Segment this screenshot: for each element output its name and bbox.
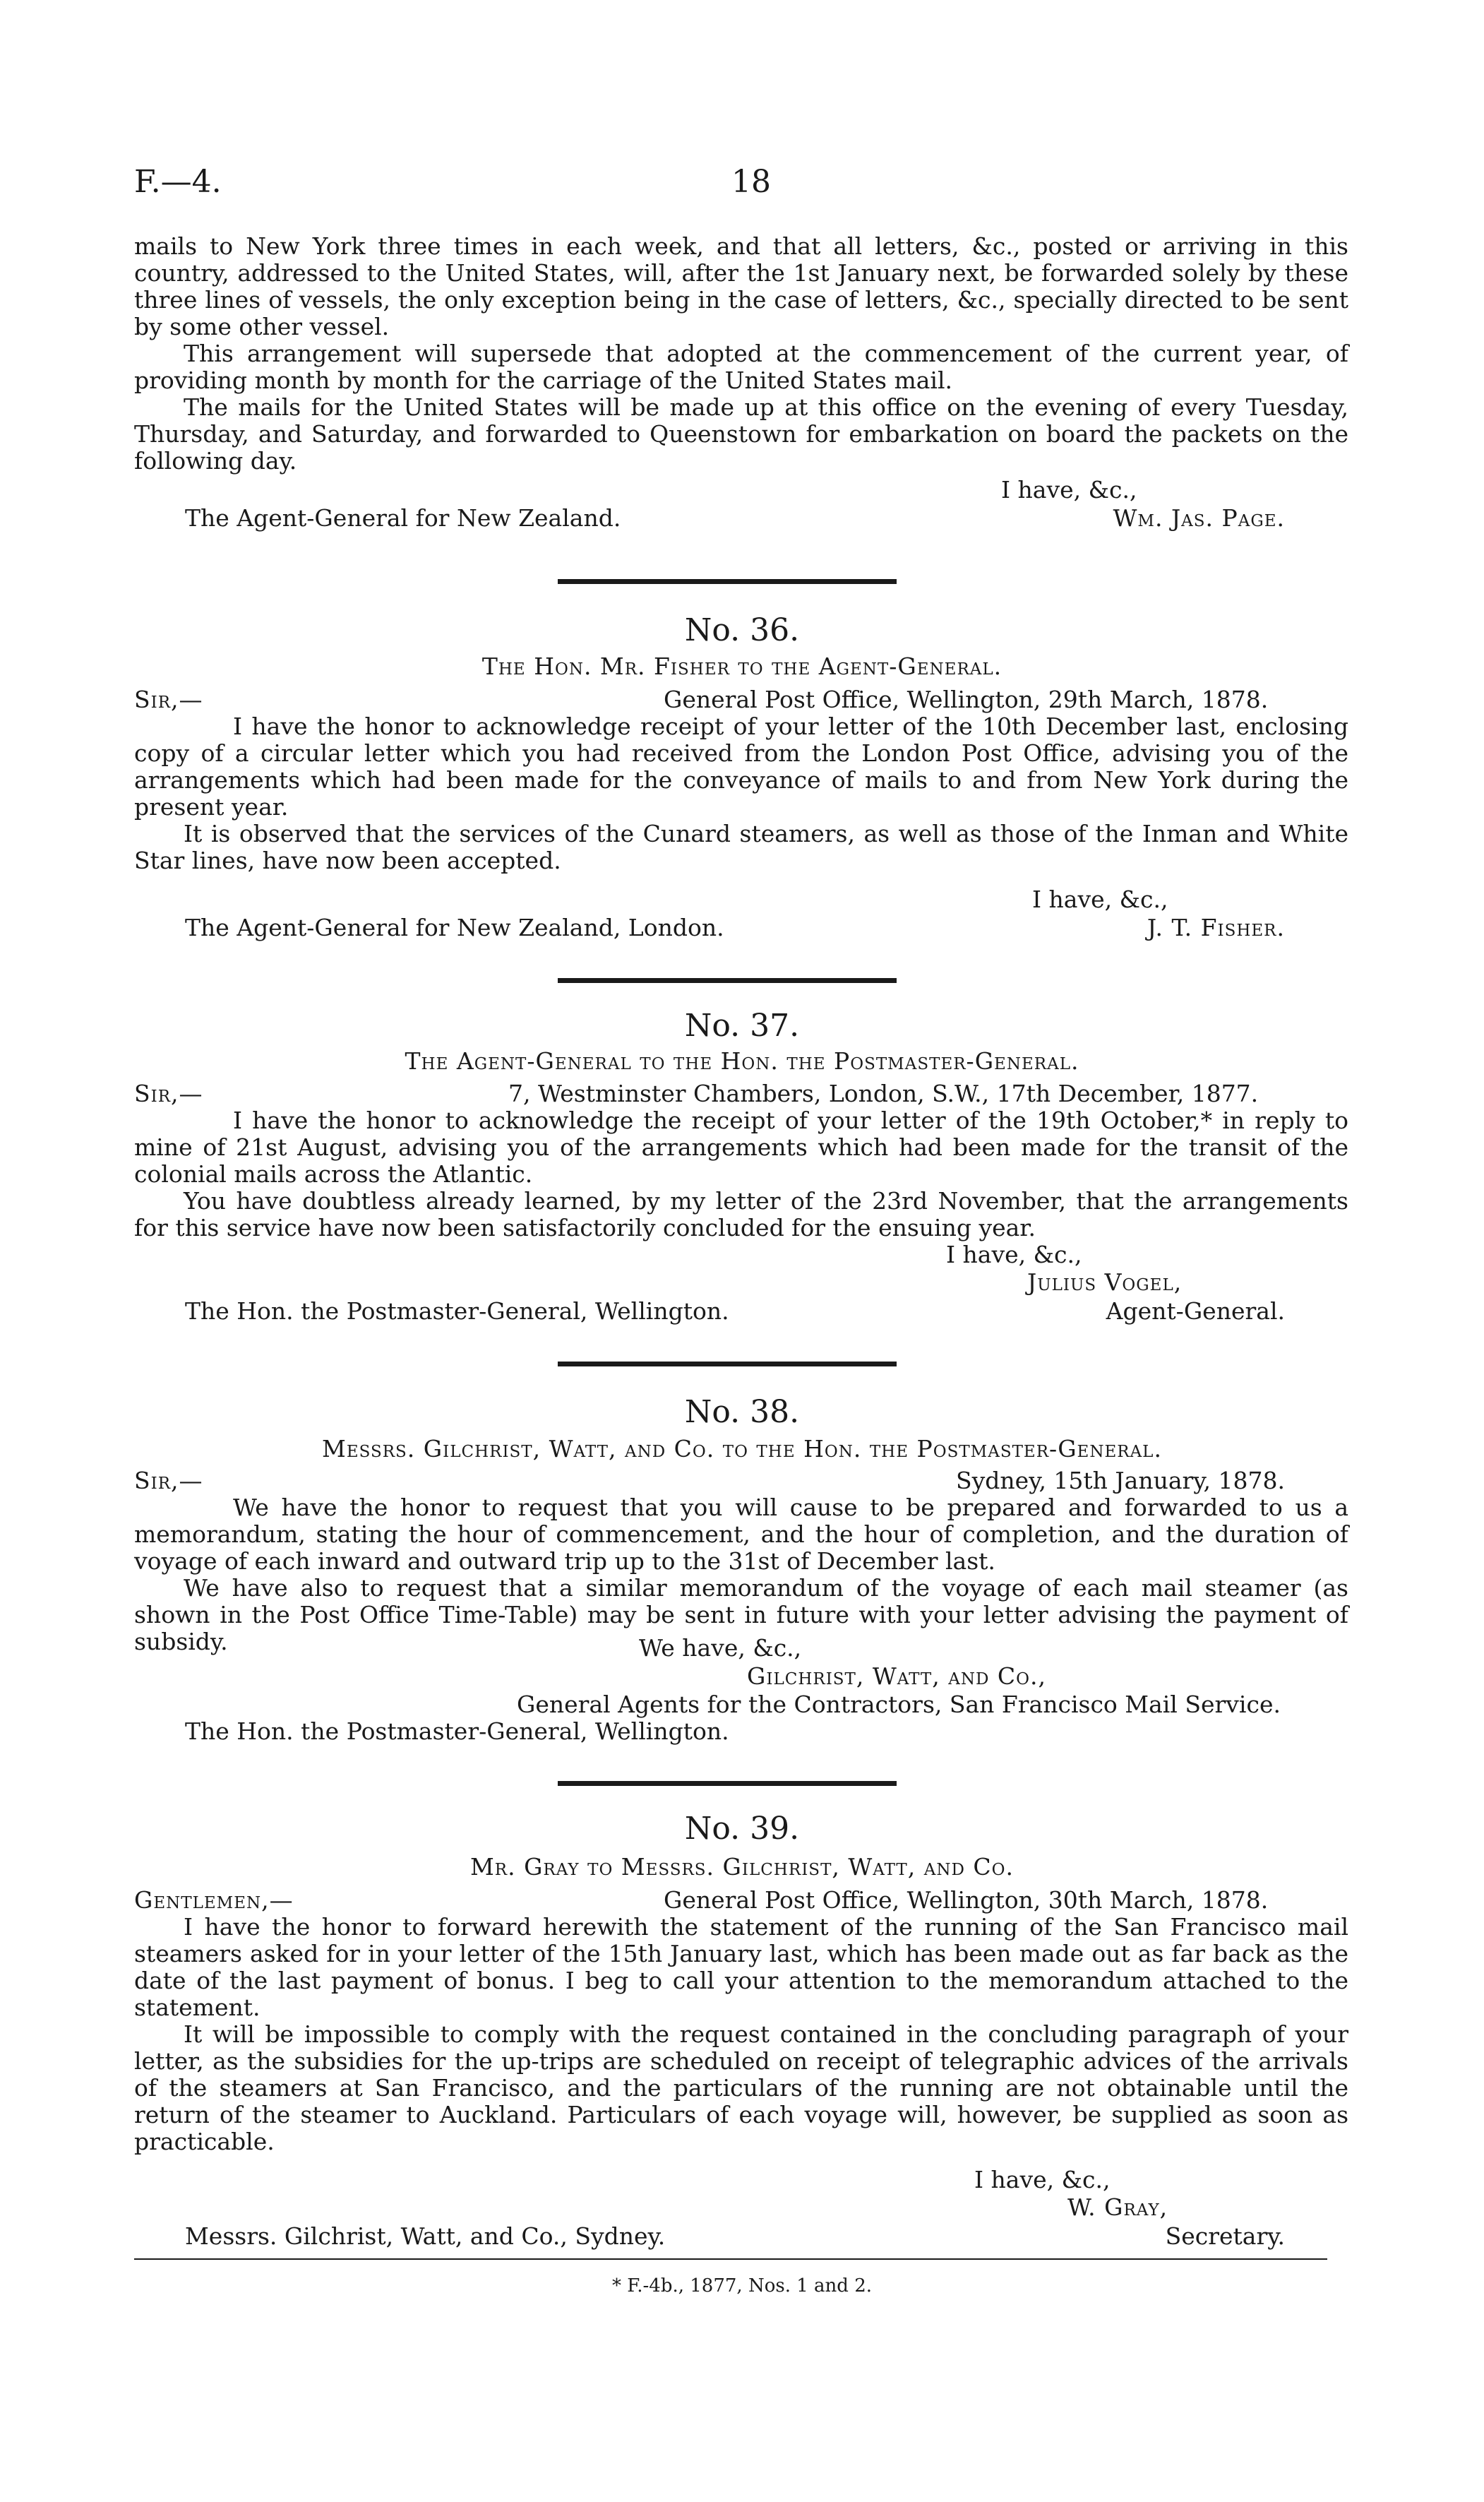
letter-heading: Mr. Gray to Messrs. Gilchrist, Watt, and Co.: [469, 1853, 1015, 1881]
letter-salutation: Sir,—: [134, 686, 203, 713]
letter-salutation: Gentlemen,—: [134, 1886, 294, 1914]
intro-body: [134, 233, 1348, 475]
letter-number: No. 36.: [684, 612, 800, 648]
letter-signature-title: Agent-General.: [1106, 1297, 1285, 1325]
letter-paragraph: It is observed that the services of the Cunard steamers, as well as those of the Inman and White Star lines, have now been accepted.: [134, 820, 1348, 874]
letter-salutation: Sir,—: [134, 1467, 203, 1494]
footnote: * F.-4b., 1877, Nos. 1 and 2.: [611, 2275, 873, 2297]
section-rule: [558, 579, 897, 584]
letter-body: [134, 713, 1348, 874]
letter-paragraph: I have the honor to acknowledge the receipt of your letter of the 19th October,* in reply to mine of 21st August, advising you of the arrangements which had been made for the transit of the colonial mails across the Atlantic.: [134, 1107, 1348, 1188]
section-rule: [558, 978, 897, 983]
page-number: 18: [731, 164, 771, 200]
letter-salutation: Sir,—: [134, 1080, 203, 1107]
intro-signature: Wm. Jas. Page.: [1113, 504, 1285, 532]
letter-number: No. 38.: [684, 1394, 800, 1430]
letter-body: [134, 1494, 1348, 1655]
letter-closing: I have, &c.,: [974, 2166, 1111, 2193]
section-rule: [558, 1781, 897, 1786]
letter-addressee: The Hon. the Postmaster-General, Wellington.: [185, 1297, 729, 1325]
letter-paragraph: We have also to request that a similar memorandum of the voyage of each mail steamer (as shown in the Post Office Time-Table) may be sent in future with your letter advising the payment of subsidy.: [134, 1574, 1348, 1655]
section-rule: [558, 1362, 897, 1366]
letter-paragraph: I have the honor to forward herewith the statement of the running of the San Francisco mail steamers asked for in your letter of the 15th January last, which has been made out as far back as the date of the last payment of bonus. I beg to call your attention to the memorandum attached to the statement.: [134, 1913, 1348, 2021]
letter-paragraph: It will be impossible to comply with the request contained in the concluding paragraph of your letter, as the subsidies for the up-trips are scheduled on receipt of telegraphic advices of the arrivals of the steamers at San Francisco, and the particulars of the running are not obtainable until the return of the steamer to Auckland. Particulars of each voyage will, however, be supplied as soon as practicable.: [134, 2020, 1348, 2155]
intro-paragraph-1: mails to New York three times in each week, and that all letters, &c., posted or arriving in this country, addressed to the United States, will, after the 1st January next, be forwarded solely by these three lines of vessels, the only exception being in the case of letters, &c., specially directed to be sent by some other vessel.: [134, 232, 1348, 340]
letter-addressee: Messrs. Gilchrist, Watt, and Co., Sydney.: [185, 2222, 666, 2250]
letter-place-date: 7, Westminster Chambers, London, S.W., 17th December, 1877.: [508, 1080, 1259, 1107]
letter-place-date: Sydney, 15th January, 1878.: [956, 1467, 1285, 1494]
letter-heading: The Hon. Mr. Fisher to the Agent-General.: [481, 653, 1003, 680]
footnote-rule: [134, 2258, 1327, 2260]
letter-signature-title: Secretary.: [1165, 2222, 1285, 2250]
letter-number: No. 39.: [684, 1811, 800, 1847]
letter-body: [134, 1914, 1348, 2155]
intro-closing: I have, &c.,: [1001, 476, 1137, 504]
letter-place-date: General Post Office, Wellington, 30th March, 1878.: [664, 1886, 1269, 1914]
letter-paragraph: I have the honor to acknowledge receipt of your letter of the 10th December last, enclosing copy of a circular letter which you had received from the London Post Office, advising you of the arrangements which had been made for the conveyance of mails to and from New York during the present year.: [134, 713, 1348, 821]
letter-addressee: The Hon. the Postmaster-General, Wellington.: [185, 1717, 729, 1745]
letter-closing: We have, &c.,: [639, 1634, 802, 1662]
letter-addressee: The Agent-General for New Zealand, London.: [185, 914, 724, 941]
letter-heading: The Agent-General to the Hon. the Postmaster-General.: [405, 1047, 1079, 1075]
letter-signature: Gilchrist, Watt, and Co.,: [747, 1662, 1046, 1690]
letter-number: No. 37.: [684, 1008, 800, 1044]
letter-signature: Julius Vogel,: [1027, 1268, 1183, 1296]
letter-signature-title: General Agents for the Contractors, San Francisco Mail Service.: [517, 1691, 1281, 1718]
letter-closing: I have, &c.,: [946, 1241, 1082, 1268]
letter-paragraph: You have doubtless already learned, by my letter of the 23rd November, that the arrangements for this service have now been satisfactorily concluded for the ensuing year.: [134, 1187, 1348, 1241]
letter-heading: Messrs. Gilchrist, Watt, and Co. to the Hon. the Postmaster-General.: [322, 1435, 1162, 1463]
letter-signature: W. Gray,: [1067, 2193, 1168, 2221]
intro-addressee: The Agent-General for New Zealand.: [185, 504, 621, 532]
series-label: F.—4.: [134, 164, 222, 200]
letter-signature: J. T. Fisher.: [1147, 914, 1285, 941]
letter-paragraph: We have the honor to request that you will cause to be prepared and forwarded to us a memorandum, stating the hour of commencement, and the hour of completion, and the duration of voyage of each inward and outward trip up to the 31st of December last.: [134, 1494, 1348, 1575]
intro-paragraph-2: This arrangement will supersede that adopted at the commencement of the current year, of providing month by month for the carriage of the United States mail.: [134, 340, 1348, 394]
letter-place-date: General Post Office, Wellington, 29th March, 1878.: [664, 686, 1269, 713]
letter-body: [134, 1107, 1348, 1241]
letter-closing: I have, &c.,: [1032, 886, 1168, 913]
intro-paragraph-3: The mails for the United States will be made up at this office on the evening of every Tuesday, Thursday, and Saturday, and forwarded to Queenstown for embarkation on board the packets on the following day.: [134, 393, 1348, 475]
